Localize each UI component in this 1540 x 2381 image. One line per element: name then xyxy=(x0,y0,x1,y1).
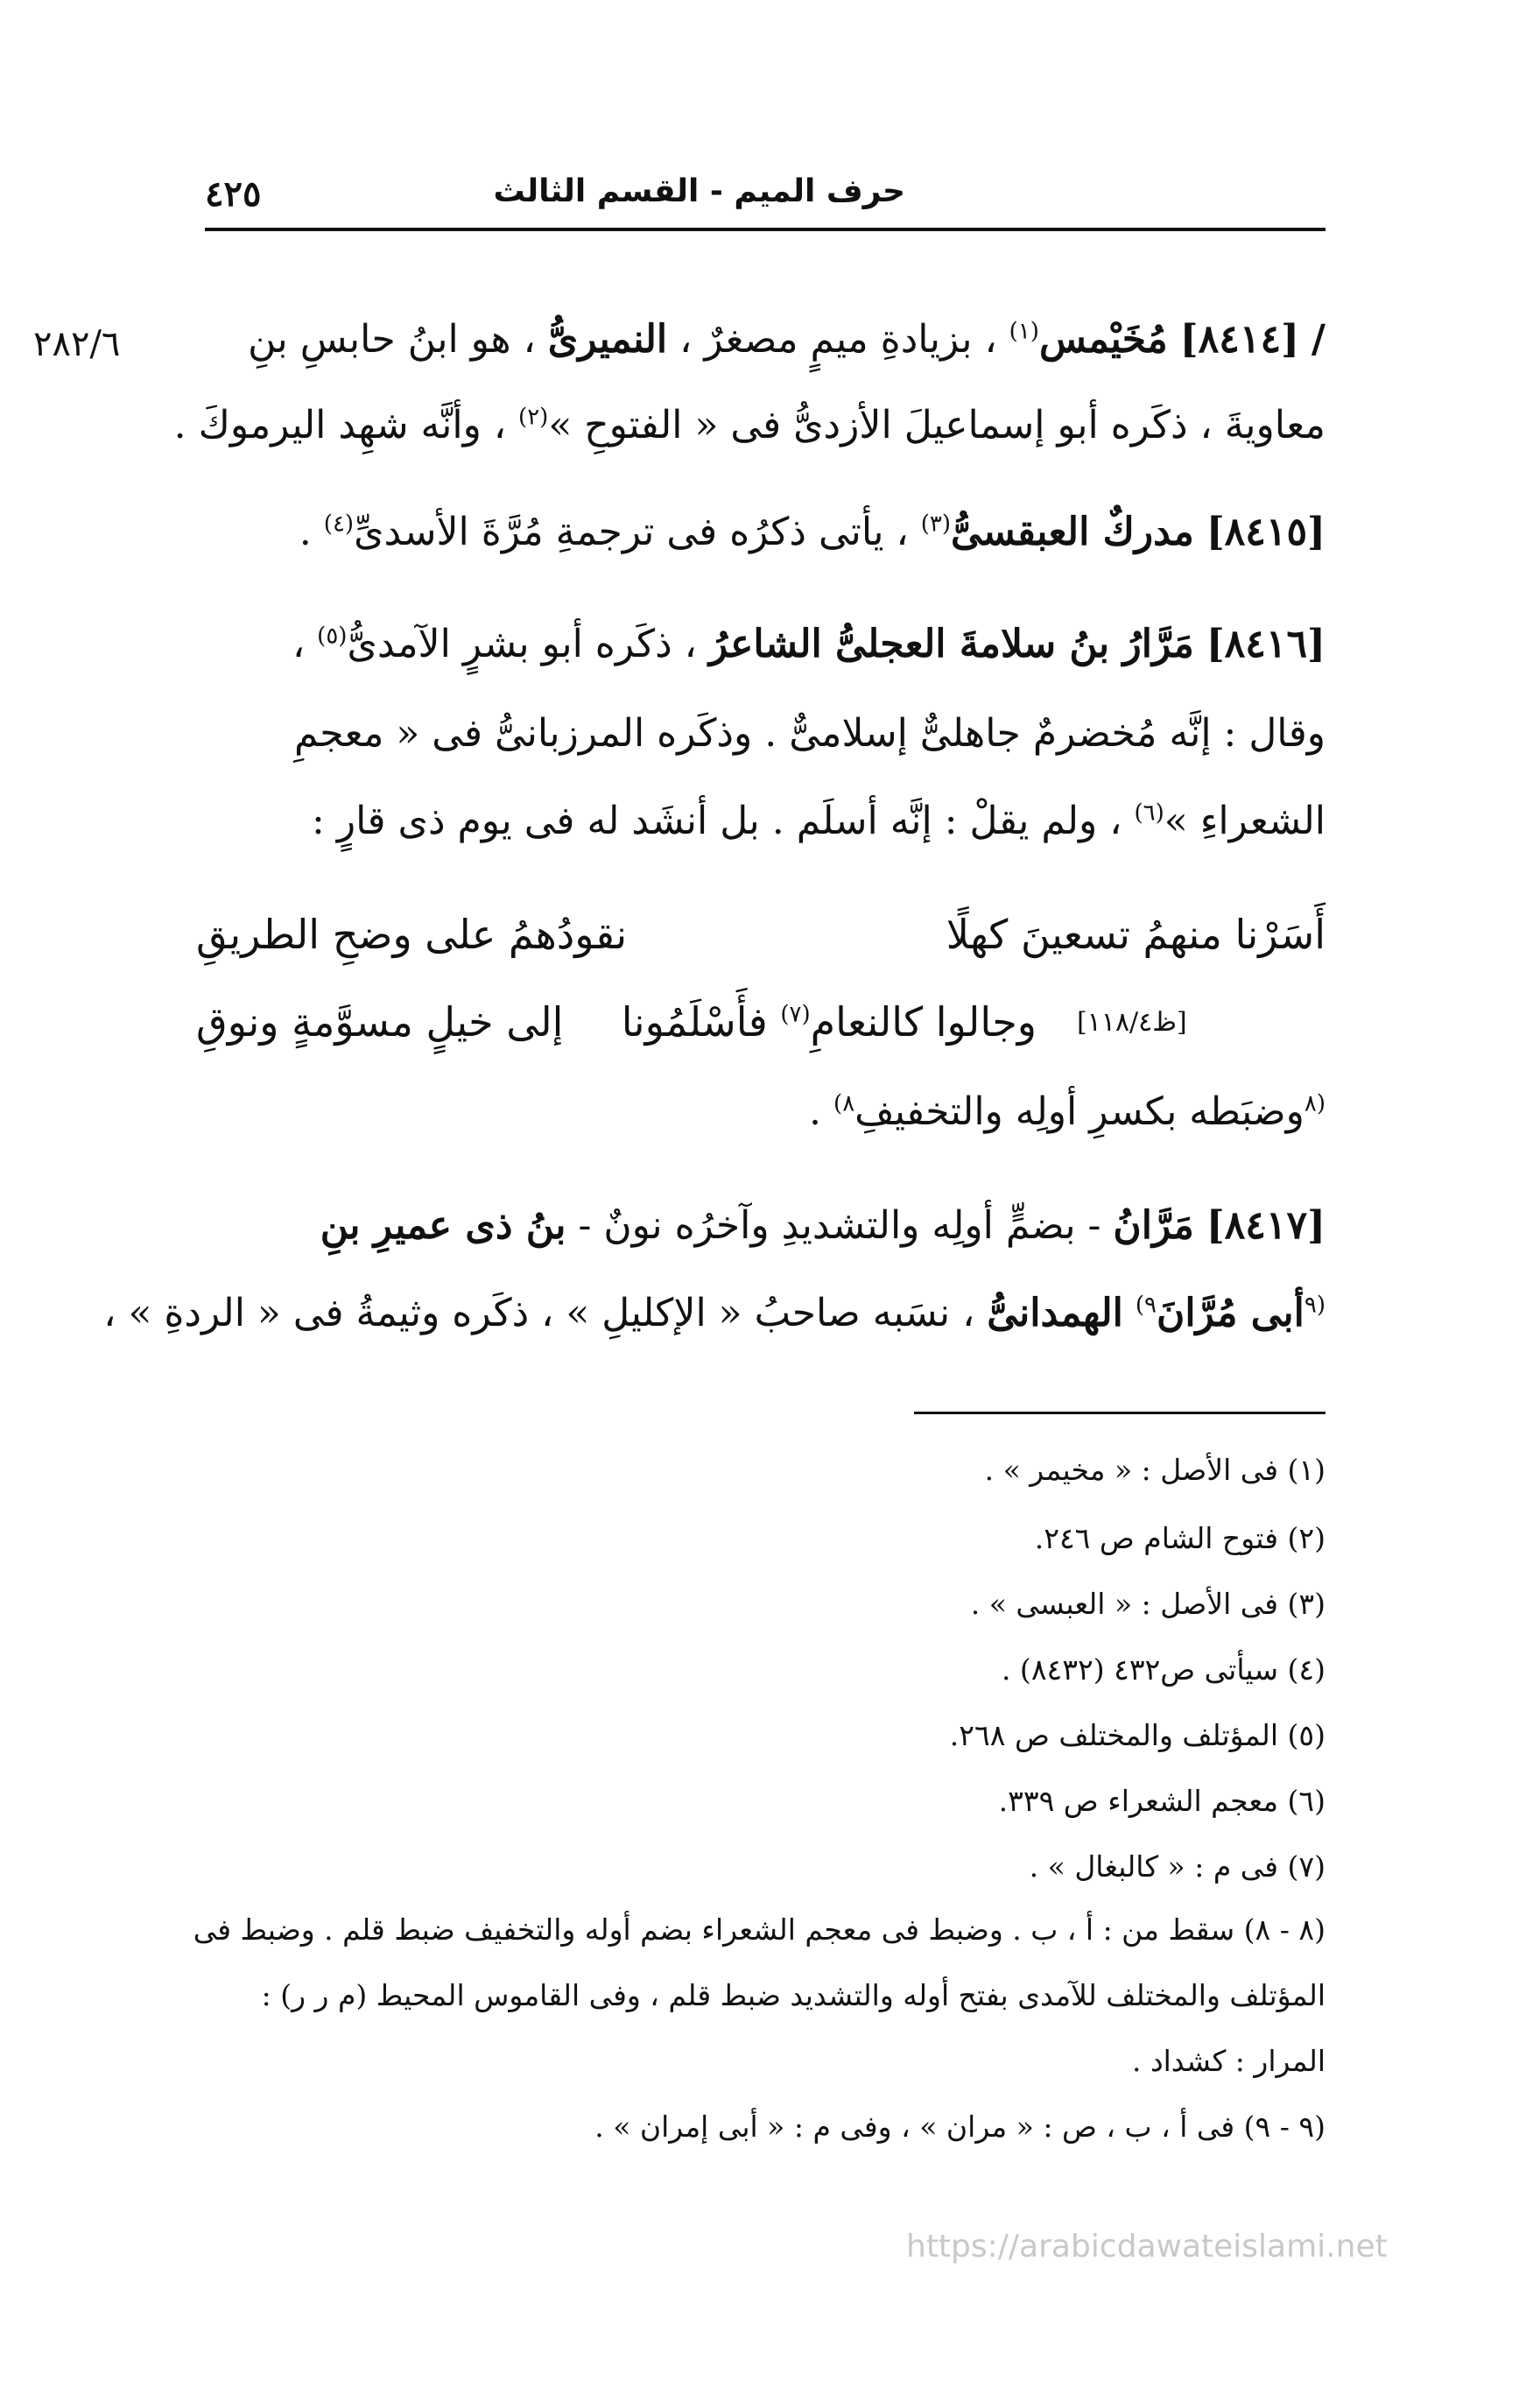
entry-8414-line-2 xyxy=(173,399,1326,452)
entry-text: ، بزيادةِ ميمٍ مصغرٌ ، xyxy=(679,317,997,362)
footnote-marker: (٩ xyxy=(1304,1292,1326,1319)
margin-reference: ٢٨٢/٦ xyxy=(33,324,121,364)
verse-first-hemistich: أَسَرْنا منهمُ تسعينَ كهلًا xyxy=(946,911,1326,958)
footnote-marker: (٢) xyxy=(518,404,549,431)
entry-name: مُخَيْمس xyxy=(1038,317,1168,362)
note-text: وضبَطه بكسرِ أولِه والتخفيفِ xyxy=(854,1089,1304,1134)
page-break-mark: / xyxy=(1311,317,1326,362)
footnote-7: (٧) فى م : « كالبغال » . xyxy=(1029,1849,1326,1884)
entry-number: [٨٤١٦] xyxy=(1206,622,1326,666)
footnote-marker: (٨ xyxy=(1304,1090,1326,1117)
footnote-marker: (١) xyxy=(1009,318,1039,345)
entry-8416-line-1 xyxy=(196,618,1326,671)
running-title: حرف الميم - القسم الثالث xyxy=(493,173,905,209)
entry-text: . xyxy=(299,510,312,554)
entry-name: مَرَّانُ xyxy=(1113,1203,1194,1248)
entry-8417-line-2 xyxy=(103,1287,1326,1340)
watermark-url: https://arabicdawateislami.net xyxy=(906,2229,1388,2265)
footnote-marker: (٦) xyxy=(1134,800,1164,827)
verse-word: فأَسْلَمُونا xyxy=(621,998,768,1046)
entry-text: ، هو ابنُ حابسِ بنِ xyxy=(248,317,536,362)
footnote-8-line-2: المؤتلف والمختلف للآمدى بفتح أوله والتشديد ضبط قلم ، وفى القاموس المحيط (م ر ر) : xyxy=(261,1978,1326,2012)
footnote-5: (٥) المؤتلف والمختلف ص ٢٦٨. xyxy=(949,1718,1326,1752)
footnote-marker: (٤) xyxy=(323,511,355,538)
verse-word: وجالوا كالنعامِ xyxy=(810,998,1037,1046)
verse-second-hemistich: إلى خيلٍ مسوَّمةٍ ونوقِ xyxy=(196,998,564,1046)
entry-8415 xyxy=(196,506,1326,559)
entry-lineage: بنُ ذى عميرِ بنِ xyxy=(320,1203,566,1248)
entry-text: ، xyxy=(292,622,306,666)
footnote-8-line-3: المرار : كشداد . xyxy=(1131,2044,1326,2078)
footnote-marker: (٥) xyxy=(317,623,348,650)
entry-text: الشعراءِ » xyxy=(1164,799,1326,843)
footnote-8-line-1: (٨ - ٨) سقط من : أ ، ب . وضبط فى معجم الشعراء بضم أوله والتخفيف ضبط قلم . وضبط فى xyxy=(193,1913,1326,1947)
note-text: . xyxy=(809,1089,822,1134)
entry-number: [٨٤١٧] xyxy=(1206,1203,1326,1248)
entry-8416-line-3 xyxy=(196,795,1326,848)
verse-first-hemistich xyxy=(622,991,1037,1053)
page-header xyxy=(205,166,1326,231)
entry-text: - بضمٍّ أولِه والتشديدِ وآخرُه نونٌ - xyxy=(578,1203,1101,1248)
entry-text: وقال : إنَّه مُخضرمٌ جاهلىٌّ إسلامىٌّ . وذكَره المرزبانىُّ فى « معجمِ xyxy=(293,711,1326,756)
footnote-4: (٤) سيأتى ص٤٣٢ (٨٤٣٢) . xyxy=(1001,1652,1326,1687)
entry-text: ، يأتى ذكرُه فى ترجمةِ مُرَّةَ الأسدىِّ xyxy=(354,510,909,554)
footnote-marker: (٧) xyxy=(780,1001,811,1028)
page-number: ٤٢٥ xyxy=(205,173,262,215)
entry-text: ، ذكَره أبو بشرٍ الآمدىُّ xyxy=(347,622,697,666)
footnote-6: (٦) معجم الشعراء ص ٣٣٩. xyxy=(998,1784,1326,1818)
entry-text: ، وأنَّه شهِد اليرموكَ . xyxy=(173,403,507,447)
entry-nisba: النميرىُّ xyxy=(547,317,668,362)
footnote-2: (٢) فتوح الشام ص ٢٤٦. xyxy=(1034,1521,1326,1555)
entry-text: ، نسَبه صاحبُ « الإكليلِ » ، ذكَره وثيمةُ فى « الردةِ » ، xyxy=(103,1291,975,1335)
ambiguity-note xyxy=(196,1086,1326,1138)
footnote-1: (١) فى الأصل : « مخيمر » . xyxy=(984,1453,1326,1487)
footnote-divider xyxy=(914,1412,1326,1414)
footnote-9: (٩ - ٩) فى أ ، ب ، ص : « مران » ، وفى م : « أبى إمران » . xyxy=(594,2110,1326,2144)
entry-text: ، ولم يقلْ : إنَّه أسلَم . بل أنشَد له فى يوم ذى قارٍ : xyxy=(312,799,1122,843)
poem-verse-1 xyxy=(196,904,1326,965)
footnote-3: (٣) فى الأصل : « العبسى » . xyxy=(970,1587,1326,1621)
entry-text: معاويةَ ، ذكَره أبو إسماعيلَ الأزدىُّ فى « الفتوحِ » xyxy=(548,403,1326,447)
entry-number: [٨٤١٤] xyxy=(1179,317,1299,362)
verse-second-hemistich: نقودُهمُ على وضحِ الطريقِ xyxy=(196,911,628,958)
entry-name: مدركٌ العبقسىُّ xyxy=(950,510,1194,554)
entry-name: مَرَّارُ بنُ سلامةَ العجلىُّ الشاعرُ xyxy=(708,622,1194,666)
entry-nisba: الهمدانىُّ xyxy=(987,1291,1123,1335)
entry-8414-line-1 xyxy=(196,313,1326,366)
footnote-marker: ٨) xyxy=(833,1090,855,1117)
entry-8416-line-2 xyxy=(196,708,1326,760)
entry-number: [٨٤١٥] xyxy=(1206,510,1326,554)
volume-reference: [ظ١١٨/٤] xyxy=(1077,1007,1187,1038)
footnote-marker: (٣) xyxy=(920,511,951,538)
entry-lineage: أبى مُرَّانَ xyxy=(1157,1291,1304,1335)
footnote-marker: ٩) xyxy=(1135,1292,1157,1319)
entry-8417-line-1 xyxy=(196,1200,1326,1252)
